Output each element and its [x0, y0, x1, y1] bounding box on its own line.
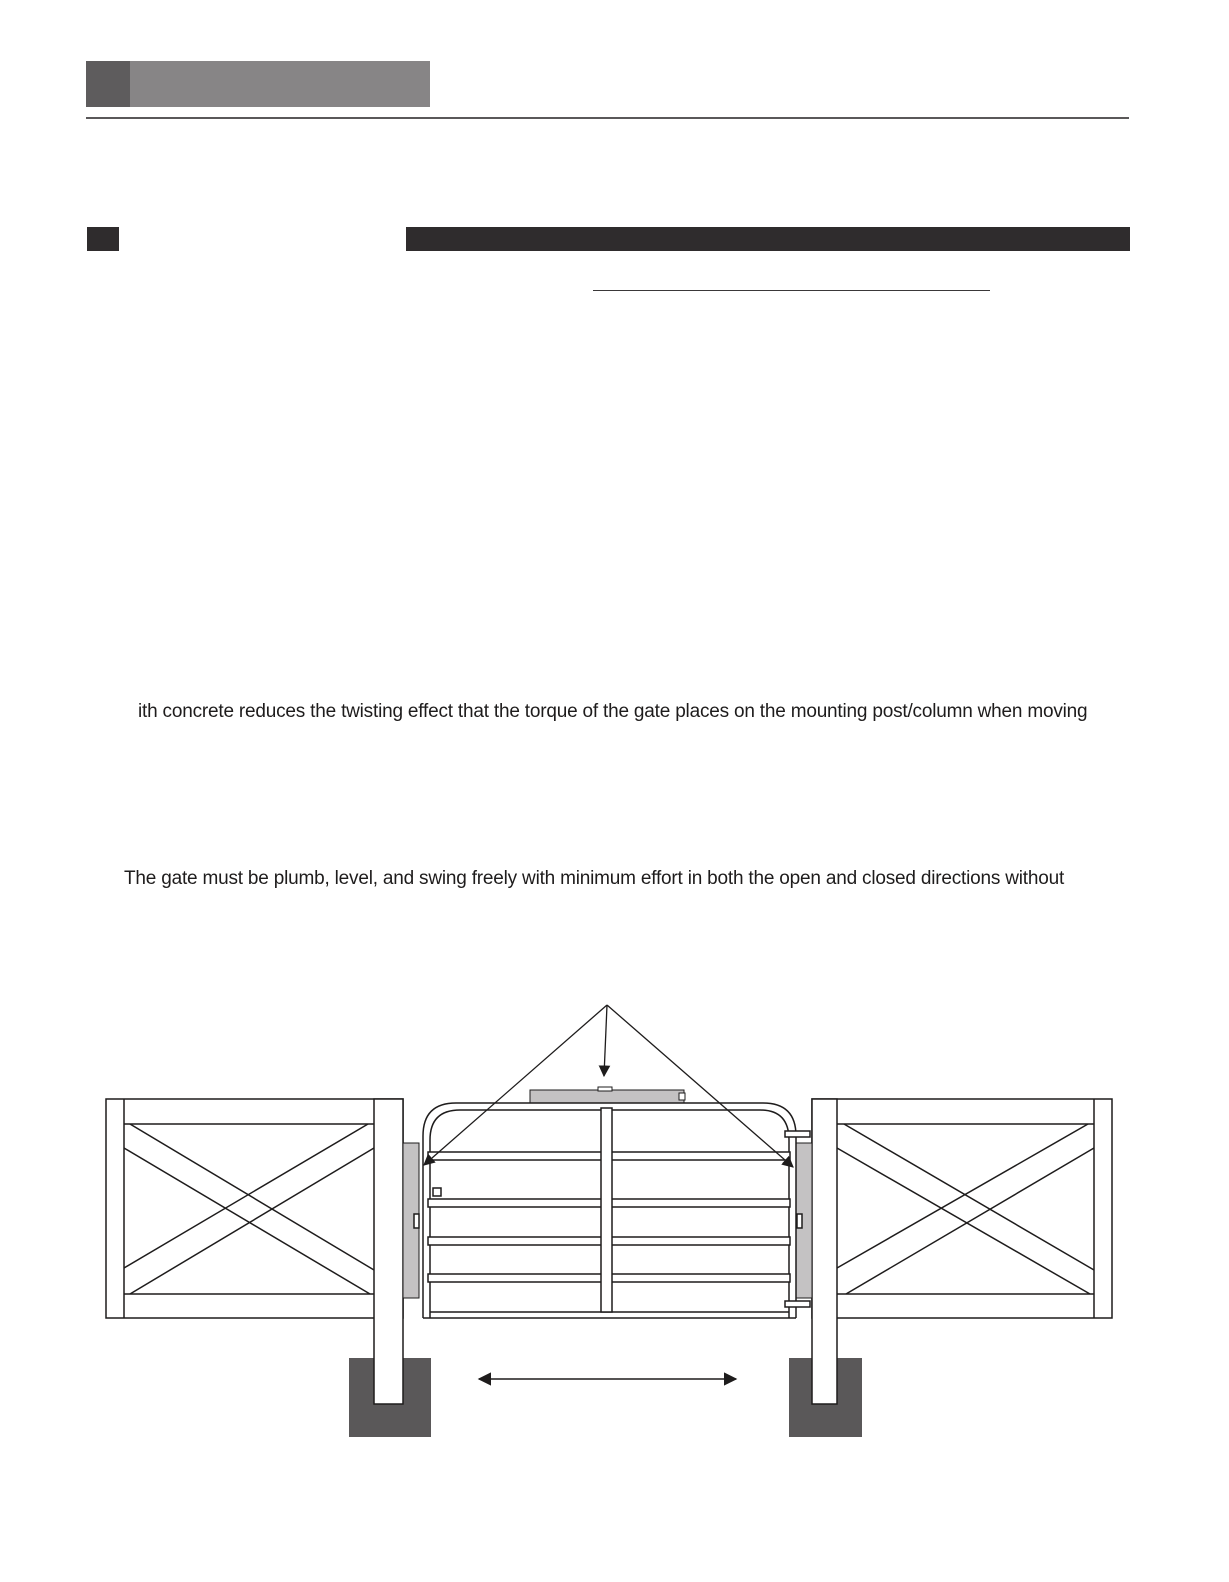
header-divider	[86, 117, 1129, 119]
concrete-paragraph-line: ith concrete reduces the twisting effect that the torque of the gate places on the mounting post/column when moving	[138, 701, 1088, 722]
section-marker	[87, 227, 119, 251]
section-heading-bar	[406, 227, 1130, 251]
heading-underline	[593, 290, 990, 291]
fence-panel-icon	[812, 1099, 1112, 1318]
plumb-paragraph-line: The gate must be plumb, level, and swing freely with minimum effort in both the open and closed directions without	[124, 868, 1065, 889]
gate-installation-diagram	[0, 990, 1229, 1450]
left-post-icon	[374, 1099, 403, 1404]
right-post-icon	[812, 1099, 837, 1404]
header-tab-dark	[86, 61, 130, 107]
top-bracket-icon	[530, 1090, 684, 1103]
fence-panel-icon	[106, 1099, 403, 1318]
header-tab-light	[130, 61, 430, 107]
gate-panel-icon	[414, 1103, 810, 1318]
